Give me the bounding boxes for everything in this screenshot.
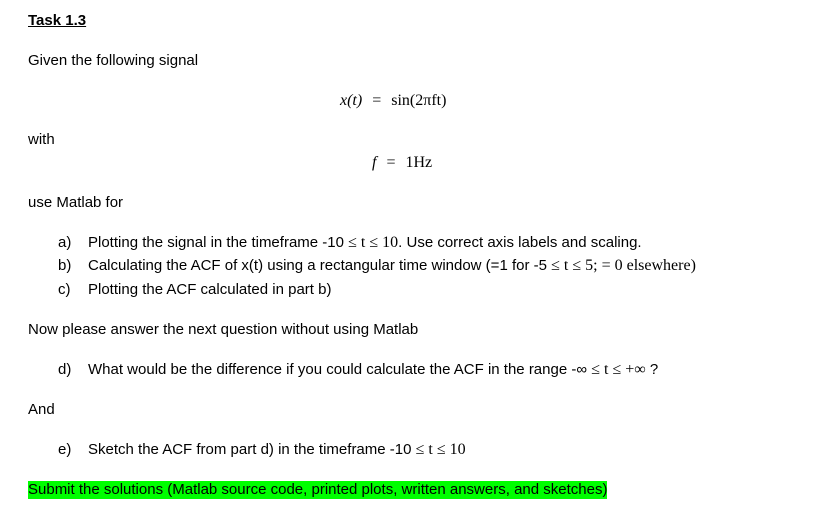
list-math-d: ≤ t ≤ +∞ — [591, 361, 646, 378]
signal-equation — [340, 92, 446, 110]
list-label-b: b) — [58, 257, 72, 274]
list-math-e: ≤ t ≤ 10 — [415, 441, 466, 458]
equation-lhs: x(t) — [340, 92, 363, 109]
list-item-a — [58, 234, 642, 252]
list-math-b: ≤ t ≤ 5; = 0 elsewhere) — [551, 257, 696, 274]
equation-equals: = — [372, 92, 382, 109]
list-label-e: e) — [58, 441, 72, 458]
list-label-d: d) — [58, 361, 72, 378]
submit-instructions: Submit the solutions (Matlab source code, printed plots, written answers, and sketches) — [28, 481, 608, 498]
list-math-a: ≤ t ≤ 10 — [348, 234, 399, 251]
and-label: And — [28, 401, 55, 418]
list-text-a: Plotting the signal in the timeframe -10 — [88, 234, 344, 251]
list-label-a: a) — [58, 234, 72, 251]
intro-text: Given the following signal — [28, 52, 199, 69]
no-matlab-text: Now please answer the next question without using Matlab — [28, 321, 419, 338]
list-item-d — [58, 361, 658, 379]
list-item-e — [58, 441, 466, 459]
list-label-c: c) — [58, 281, 71, 298]
list-item-c — [58, 281, 331, 299]
list-text-d-after: ? — [645, 361, 659, 378]
frequency-equals: = — [386, 154, 396, 171]
equation-rhs: sin(2πft) — [391, 92, 447, 109]
list-text-c: Plotting the ACF calculated in part b) — [88, 281, 332, 298]
list-text-b: Calculating the ACF of x(t) using a rectangular time window (=1 for -5 — [88, 257, 547, 274]
list-text-e: Sketch the ACF from part d) in the timeframe -10 — [88, 441, 412, 458]
frequency-lhs: f — [372, 154, 377, 171]
with-label: with — [28, 131, 55, 148]
use-matlab-text: use Matlab for — [28, 194, 124, 211]
frequency-equation — [372, 154, 432, 172]
frequency-rhs: 1Hz — [405, 154, 433, 171]
list-text-a-after: . Use correct axis labels and scaling. — [398, 234, 642, 251]
task-title: Task 1.3 — [28, 12, 87, 29]
list-item-b — [58, 257, 696, 275]
list-text-d: What would be the difference if you could calculate the ACF in the range -∞ — [88, 361, 588, 378]
